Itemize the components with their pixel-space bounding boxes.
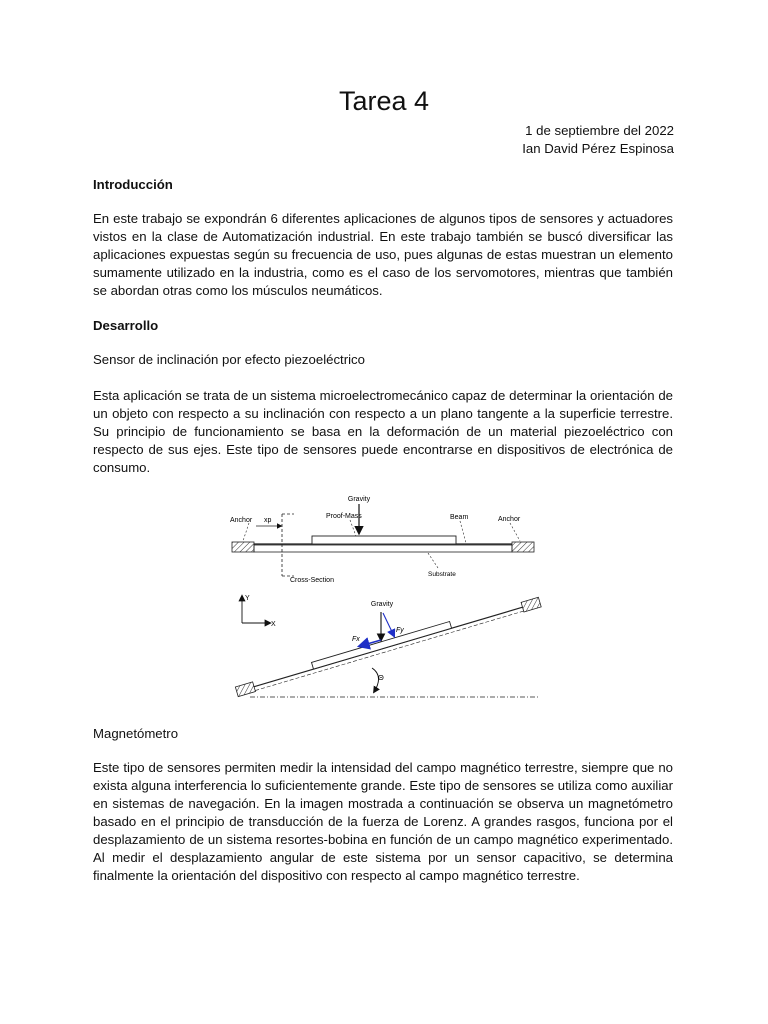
right-anchor-block: [512, 542, 534, 552]
intro-paragraph: En este trabajo se expondrán 6 diferentes aplicaciones de algunos tipos de sensores y actuadores vistos en la clase de Automatización industrial. En este trabajo también se buscó diversificar las aplicaciones expuestas según su frecuencia de uso, pues algunas de estas muestran un elemento sumamente utilizado en la industria, como es el caso de los servomotores, mientras que también se abordan otras como los músculos neumáticos.: [93, 211, 673, 298]
development-heading: Desarrollo: [93, 318, 159, 333]
section-magnetometer-title: Magnetómetro: [93, 726, 179, 741]
fx-label: Fx: [352, 636, 360, 643]
document-date: 1 de septiembre del 2022: [525, 123, 674, 138]
document-title: Tarea 4: [338, 86, 430, 116]
proof-mass-block: [312, 536, 456, 544]
cross-section-label: Cross-Section: [290, 577, 334, 584]
fy-label: Fy: [396, 627, 404, 634]
left-anchor-block: [232, 542, 254, 552]
section-tilt-sensor-paragraph: Esta aplicación se trata de un sistema microelectromecánico capaz de determinar la orientación de un objeto con respecto a su inclinación con respecto a un plano tangente a la superficie terrestre. Su principio de funcionamiento se basa en la deformación de un material piezoeléctrico con respecto de sus ejes. Este tipo de sensores puede encontrarse en dispositivos de electrónica de consumo.: [93, 388, 673, 475]
section-magnetometer-paragraph: Este tipo de sensores permiten medir la intensidad del campo magnético terrestre, siempre que no exista alguna interferencia lo suficientemente grande. Este tipo de sensores se utiliza como auxiliar en sistemas de navegación. En la imagen mostrada a continuación se observa un magnetómetro basado en el principio de transducción de la fuerza de Lorenz. A grandes rasgos, funciona por el desplazamiento de un sistema resortes-bobina en función de un campo magnético experimentado. Al medir el desplazamiento angular de este sistema por un sensor capacitivo, se determina finalmente la orientación del dispositivo con respecto al campo magnético terrestre.: [93, 760, 673, 883]
tilt-sensor-figure: [228, 490, 548, 702]
gravity-label-top: Gravity: [347, 496, 371, 503]
section-tilt-sensor-title: Sensor de inclinación por efecto piezoeléctrico: [93, 352, 365, 367]
y-axis-label: Y: [245, 595, 250, 602]
gravity-label-bottom: Gravity: [370, 601, 394, 608]
tilted-sensor-diagram: [235, 595, 541, 697]
proof-mass-label: Proof-Mass: [326, 513, 362, 520]
anchor-left-label: Anchor: [230, 517, 253, 524]
anchor-right-label: Anchor: [498, 516, 521, 523]
theta-label: Θ: [378, 673, 384, 682]
document-author: Ian David Pérez Espinosa: [522, 141, 674, 156]
document-meta: [522, 122, 674, 158]
intro-heading: Introducción: [93, 177, 173, 192]
fy-arrow: [383, 613, 394, 636]
beam-label: Beam: [450, 514, 469, 521]
tilted-right-anchor: [521, 597, 541, 612]
tilted-substrate-line: [255, 611, 523, 691]
tilted-left-anchor: [235, 682, 255, 697]
substrate-bar: [254, 545, 512, 552]
xp-label: xp: [264, 517, 272, 524]
cross-section-diagram: [230, 496, 534, 584]
substrate-label: Substrate: [428, 571, 456, 578]
x-axis-label: X: [271, 621, 276, 628]
